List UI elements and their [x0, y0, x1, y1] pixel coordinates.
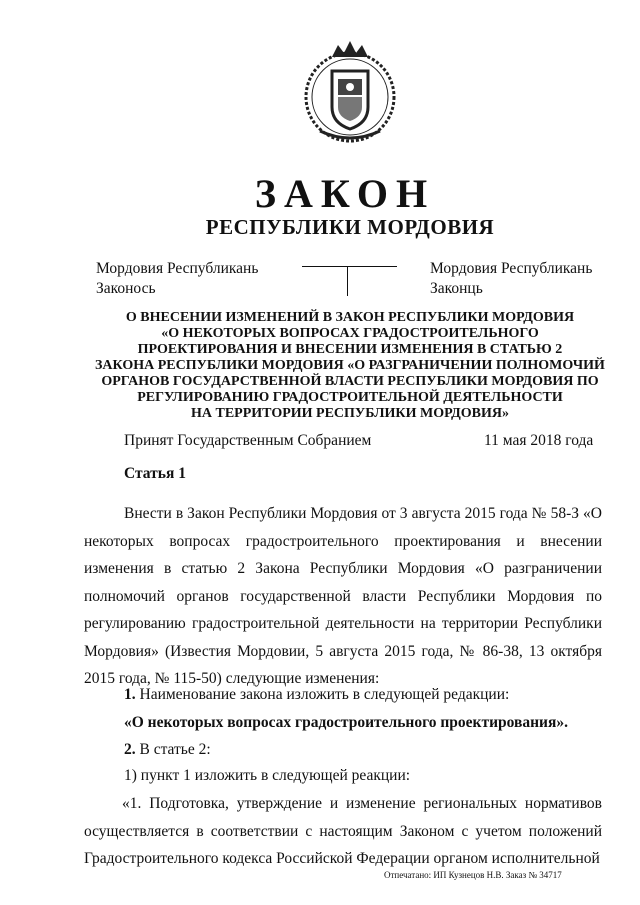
heading-line: РЕГУЛИРОВАНИЮ ГРАДОСТРОИТЕЛЬНОЙ ДЕЯТЕЛЬНОСТИ — [137, 390, 563, 405]
divider-vertical — [347, 266, 348, 296]
law-heading — [60, 310, 640, 422]
moksha-left-line-1: Мордовия Республикань — [96, 260, 259, 277]
sub-item-1: 1) пункт 1 изложить в следующей реакции: — [124, 767, 411, 784]
moksha-title-right — [430, 259, 592, 299]
adopted-label: Принят Государственным Собранием — [124, 432, 372, 449]
law-subtitle: РЕСПУБЛИКИ МОРДОВИЯ — [205, 215, 495, 239]
heading-line: ЗАКОНА РЕСПУБЛИКИ МОРДОВИЯ «О РАЗГРАНИЧЕНИИ ПОЛНОМОЧИЙ — [95, 358, 605, 373]
item-2-number: 2. — [124, 741, 136, 758]
item-1-quote: «О некоторых вопросах градостроительного проектирования». — [124, 714, 568, 731]
heading-line: «О НЕКОТОРЫХ ВОПРОСАХ ГРАДОСТРОИТЕЛЬНОГО — [161, 326, 539, 341]
article-title: Статья 1 — [124, 465, 186, 482]
moksha-right-line-2: Законць — [430, 280, 483, 297]
item-1-number: 1. — [124, 686, 136, 703]
item-1-text: Наименование закона изложить в следующей редакции: — [135, 686, 510, 703]
print-note: Отпечатано: ИП Кузнецов Н.В. Заказ № 34717 — [384, 870, 562, 880]
adopted-date: 11 мая 2018 года — [484, 432, 594, 449]
law-title: ЗАКОН — [254, 171, 436, 216]
article-paragraph-2: «1. Подготовка, утверждение и изменение региональных нормативов осуществляется в соответствии с настоящим Законом с учетом положений Градостроительного кодекса Российской Федерации органом исполнительной — [84, 795, 602, 867]
coat-of-arms-mordovia-icon — [292, 35, 408, 151]
item-2-text: В статье 2: — [135, 741, 211, 758]
heading-line: ОРГАНОВ ГОСУДАРСТВЕННОЙ ВЛАСТИ РЕСПУБЛИКИ МОРДОВИЯ ПО — [101, 374, 599, 389]
moksha-right-line-1: Мордовия Республикань — [430, 260, 593, 277]
heading-line: О ВНЕСЕНИИ ИЗМЕНЕНИЙ В ЗАКОН РЕСПУБЛИКИ МОРДОВИЯ — [125, 310, 575, 325]
coat-of-arms-emblem — [292, 35, 408, 151]
article-paragraph-1: Внести в Закон Республики Мордовия от 3 августа 2015 года № 58-З «О некоторых вопросах градостроительного проектирования и внесении изменения в статью 2 Закона Республики Мордовия «О разграничении полномочий органов государственной власти Республики Мордовия по регулированию градостроительной деятельности на территории Республики Мордовия» (Известия Мордовии, 5 августа 2015 года, № 86-38, 13 октября 2015 года, № 115-50) следующие изменения: — [84, 505, 602, 687]
divider-horizontal — [302, 266, 397, 267]
moksha-left-line-2: Законось — [96, 280, 156, 297]
item-2 — [124, 741, 211, 759]
item-1 — [124, 686, 509, 704]
heading-line: НА ТЕРРИТОРИИ РЕСПУБЛИКИ МОРДОВИЯ» — [191, 406, 509, 421]
moksha-title-left — [96, 259, 258, 299]
heading-line: ПРОЕКТИРОВАНИЯ И ВНЕСЕНИИ ИЗМЕНЕНИЯ В СТАТЬЮ 2 — [137, 342, 563, 357]
